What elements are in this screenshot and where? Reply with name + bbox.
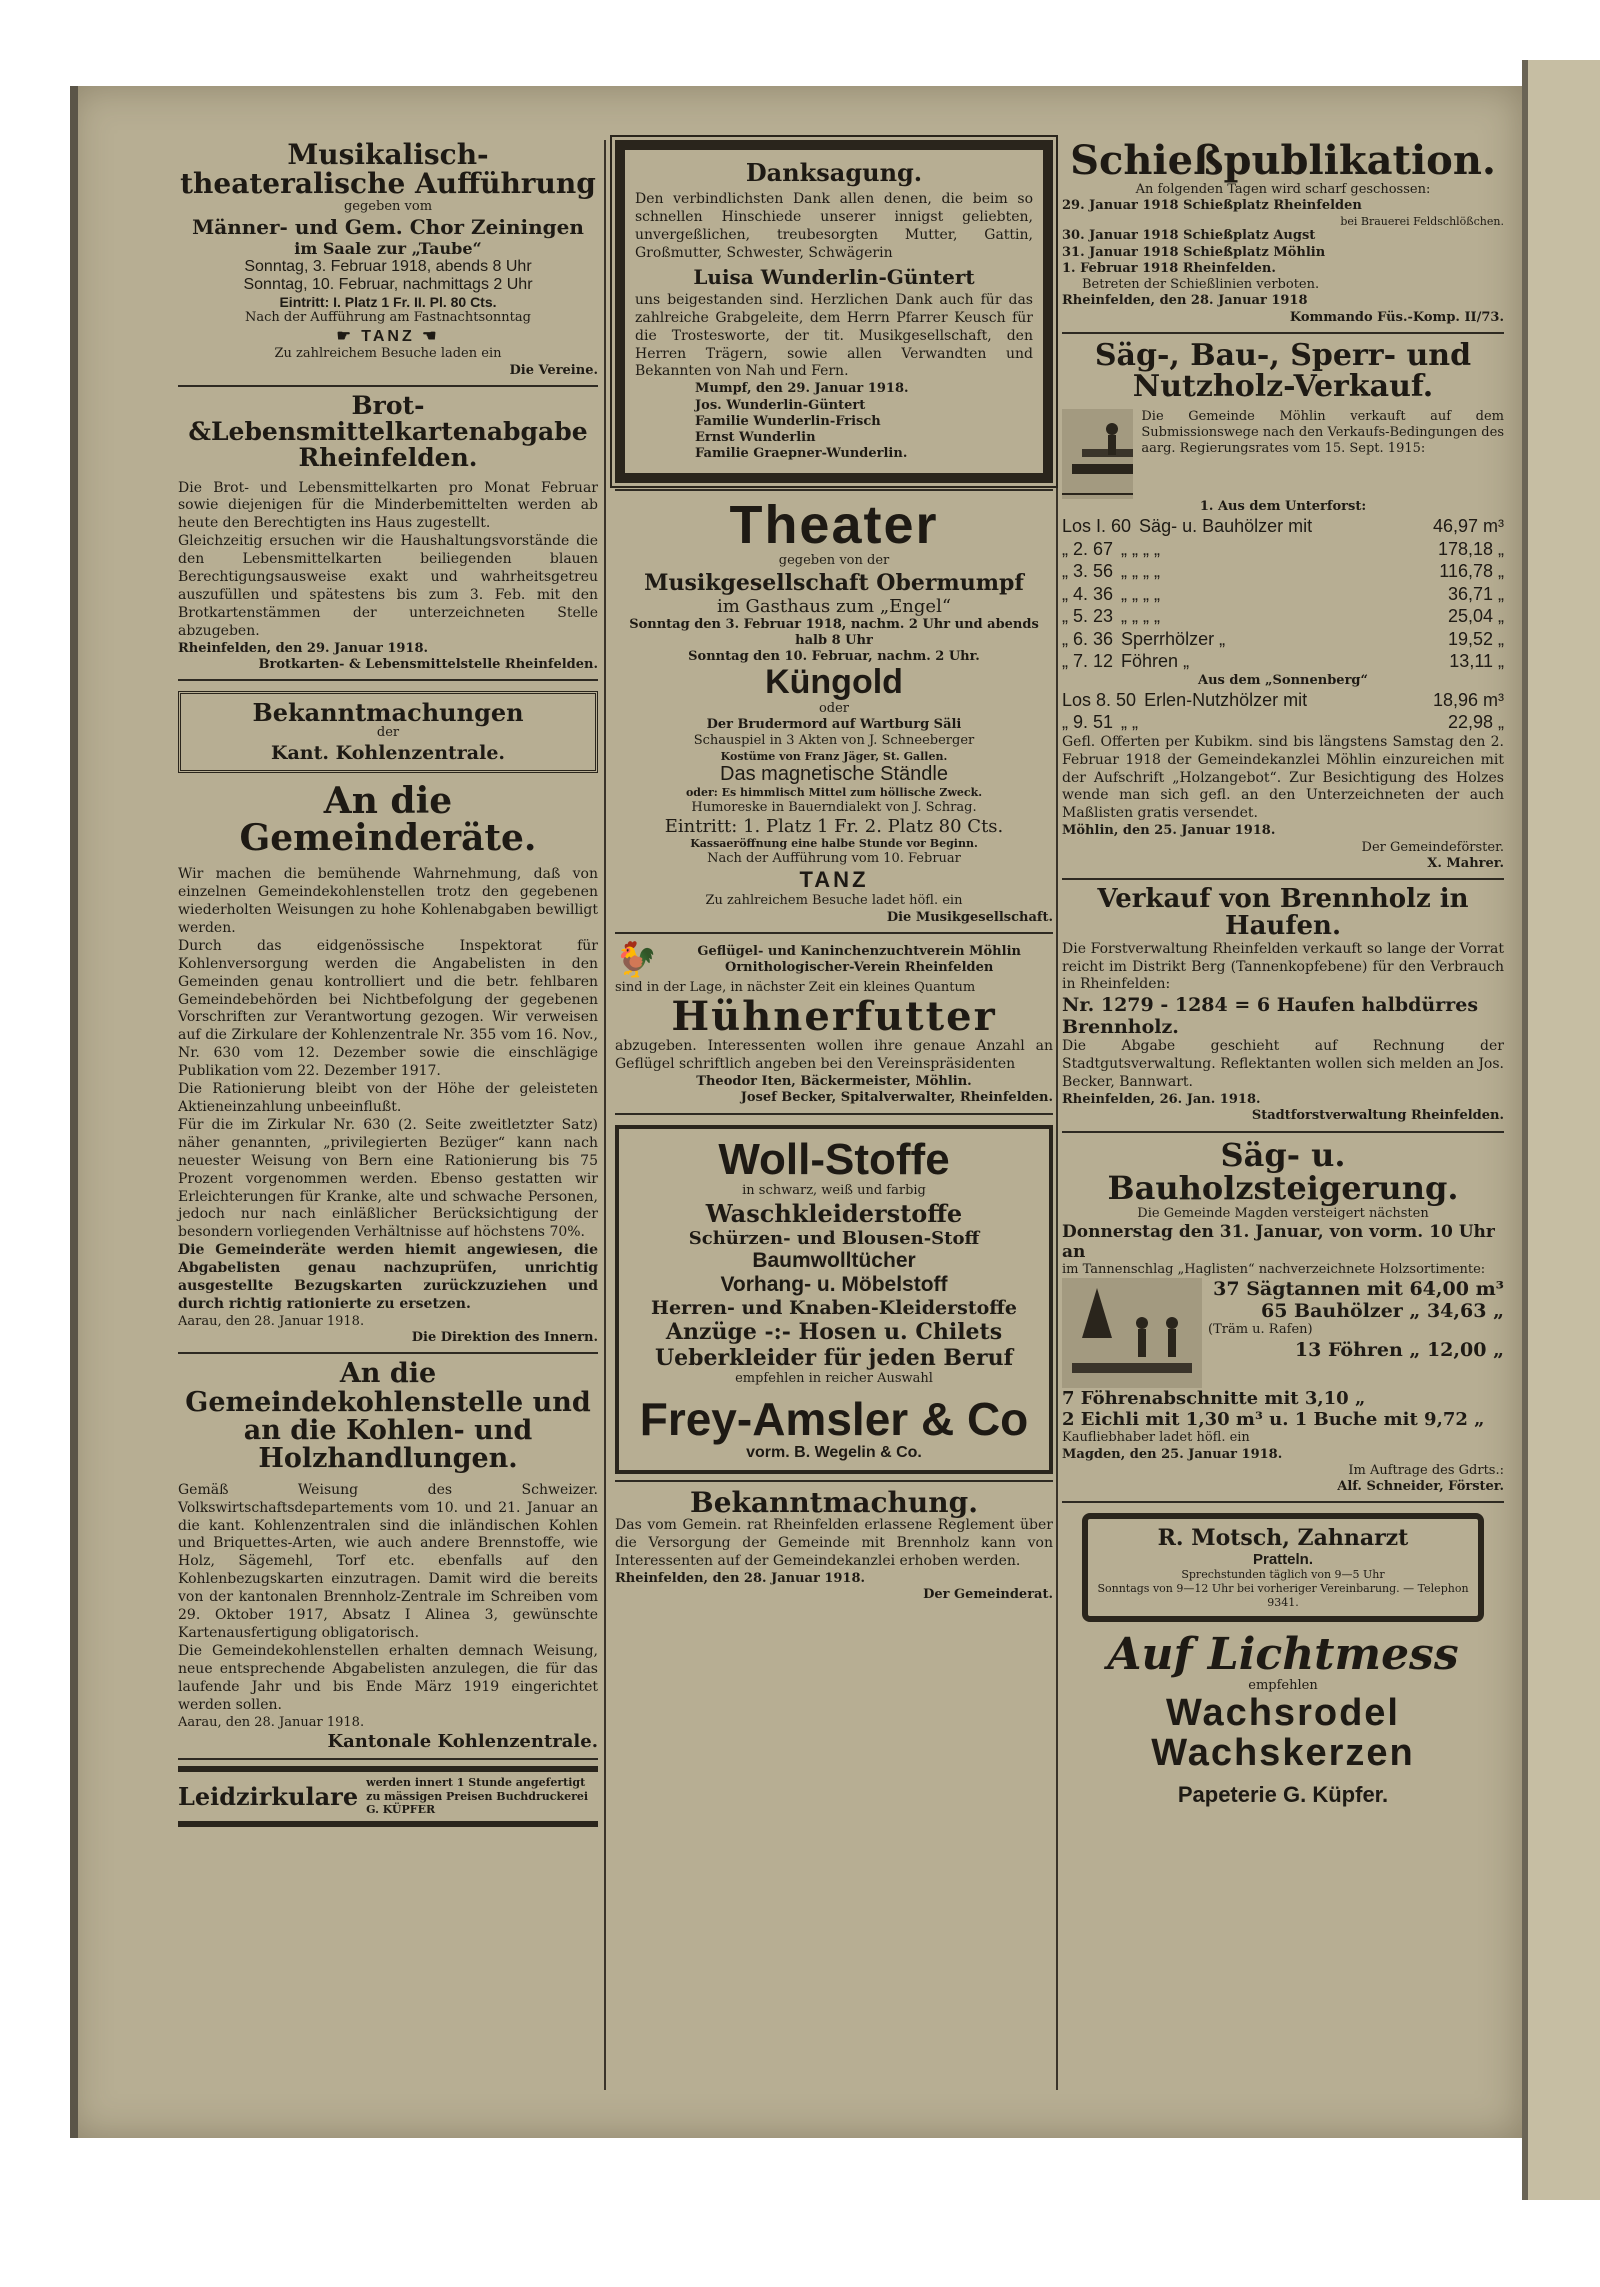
ad-date: Rheinfelden, den 28. Januar 1918 xyxy=(1062,293,1308,309)
ad-date: Rheinfelden, 26. Jan. 1918. xyxy=(1062,1092,1261,1108)
ad-signature: Die Direktion des Innern. xyxy=(411,1330,598,1346)
ad-text: Die Gemeinderäte werden hiemit angewiesen, die Abgabelisten genau nachzuprüfen, unrichtig ausgestellte Bezugskarten zurückzuziehen und durch richtig rationierte zu ersetzen. xyxy=(178,1242,598,1312)
wood-lot-cell: 178,18 „ xyxy=(1437,538,1504,559)
wood-lot-cell: „ 4. 36 xyxy=(1062,583,1114,604)
ad-name: Luisa Wunderlin-Güntert xyxy=(693,264,975,289)
ad-signature: X. Mahrer. xyxy=(1427,855,1504,871)
forest-workers-illustration-icon xyxy=(1062,1278,1202,1388)
ad-text: An folgenden Tagen wird scharf geschossen: xyxy=(1135,182,1431,197)
ad-title: Bekanntmachungen xyxy=(252,698,524,728)
ad-subheading: 1. Aus dem Unterforst: xyxy=(1199,498,1367,514)
ad-text: Geflügel- und Kaninchenzuchtverein Möhlin xyxy=(697,943,1021,959)
ad-title: An die Gemeindekohlenstelle und an die Kohlen- und Holzhandlungen. xyxy=(185,1358,591,1475)
ad-text: Männer- und Gem. Chor Zeiningen xyxy=(192,215,584,240)
ad-text: empfehlen in reicher Auswahl xyxy=(735,1370,933,1386)
ad-text: Nr. 1279 - 1284 = 6 Haufen halbdürres Brennholz. xyxy=(1062,994,1479,1039)
ad-text: 37 Sägtannen mit 64,00 m³ xyxy=(1213,1278,1504,1301)
column-left xyxy=(178,140,598,1827)
ad-text: Schürzen- und Blousen-Stoff xyxy=(688,1227,980,1249)
ad-text: Den verbindlichsten Dank allen denen, die beim so schnellen Hinschiede unserer innigst geliebten, unvergeßlichen, treubesorgten Mutter, Gattin, Großmutter, Schwester, Schwägerin xyxy=(635,191,1033,261)
ad-text: der xyxy=(376,725,400,741)
wood-lot-cell: „ „ „ „ xyxy=(1121,538,1161,559)
ad-text: Ueberkleider für jeden Beruf xyxy=(654,1344,1014,1371)
wood-lot-row xyxy=(1062,605,1504,628)
ad-text: Die Gemeindekohlenstellen erhalten demnach Weisung, neue entsprechende Abgabelisten anzulegen, die für das laufende Jahr und bis Ende März 1919 eingerichtet werden sollen. xyxy=(178,1642,598,1713)
ad-title: Leidzirkulare xyxy=(178,1781,359,1811)
adjacent-page xyxy=(1522,60,1600,2200)
ad-brotkarten xyxy=(178,390,598,673)
ad-text: Sonntag den 10. Februar, nachm. 2 Uhr. xyxy=(688,649,980,665)
binding-spine xyxy=(70,86,78,2138)
ad-kohlenstelle xyxy=(178,1360,598,1751)
ad-bekanntmachung-brennholz xyxy=(615,1485,1053,1604)
ad-title: Theater xyxy=(729,494,939,555)
ad-text: Eintritt: 1. Platz 1 Fr. 2. Platz 80 Cts. xyxy=(664,816,1004,838)
ad-signature: Jos. Wunderlin-Güntert xyxy=(695,397,866,413)
ad-text: Baumwolltücher xyxy=(752,1248,916,1272)
ad-firm: Frey-Amsler & Co xyxy=(639,1393,1029,1446)
wood-lot-row xyxy=(1062,711,1504,734)
ad-title: Woll-Stoffe xyxy=(718,1134,950,1184)
ad-signature: Kantonale Kohlenzentrale. xyxy=(327,1730,598,1752)
wood-lot-cell: „ „ „ „ xyxy=(1121,561,1161,581)
ad-text: Die Brot- und Lebensmittelkarten pro Monat Februar sowie diejenigen für die Minderbemittelten werden ab heute den Berechtigten ins Haus zugestellt. xyxy=(178,479,598,532)
ad-signature: Josef Becker, Spitalverwalter, Rheinfelden. xyxy=(740,1090,1053,1106)
wood-lot-cell: „ 9. 51 xyxy=(1062,712,1114,733)
ad-woll-stoffe xyxy=(615,1125,1053,1474)
ad-text: Wachsrodel xyxy=(1166,1691,1400,1734)
ad-text: Die Abgabe geschieht auf Rechnung der Stadtgutsverwaltung. Reflektanten wollen sich melden an Jos. Becker, Bannwart. xyxy=(1062,1038,1504,1091)
ad-text: werden innert 1 Stunde angefertigt zu mässigen Preisen Buchdruckerei G. KÜPFER xyxy=(366,1775,589,1817)
ad-huehnerfutter xyxy=(615,940,1053,1107)
ad-signature: Familie Graepner-Wunderlin. xyxy=(695,446,908,462)
column-rule xyxy=(604,140,606,2090)
ad-text: 29. Januar 1918 Schießplatz Rheinfelden xyxy=(1062,198,1362,214)
ad-title: Hühnerfutter xyxy=(671,993,997,1041)
ad-text: Nach der Aufführung vom 10. Februar xyxy=(707,851,961,867)
ad-text: Gefl. Offerten per Kubikm. sind bis längstens Samstag den 2. Februar 1918 der Gemeindekanzlei Möhlin einzureichen mit der Aufschrift „Holzangebot“. Zur Besichtigung des Holzes wende man sich gefl. an den Unterzeichneten der auch Maßlisten gratis versendet. xyxy=(1062,733,1504,822)
ad-text: Wachskerzen xyxy=(1151,1731,1415,1774)
wood-lot-cell: „ 5. 23 xyxy=(1062,606,1114,626)
ad-text: Die Gemeinde Magden versteigert nächsten xyxy=(1137,1205,1429,1221)
ad-signature: Alf. Schneider, Förster. xyxy=(1337,1479,1504,1494)
ad-title: Danksagung. xyxy=(745,158,923,187)
ad-danksagung xyxy=(615,140,1053,483)
ad-text xyxy=(178,326,598,346)
ad-title: Bekanntmachung. xyxy=(690,1485,978,1519)
ad-text: Durch das eidgenössische Inspektorat für Kohlenversorgung werden die Angabelisten in den Gemeinden genau kontrolliert und die betr. fehlbaren Gemeindebehörden bei Nichtbefolgung der gegebenen Vorschriften zur Verantwortung gezogen. Wir verweisen auf die Zirkulare der Kohlenzentrale Nr. 355 vom 16. Nov., Nr. 630 vom 12. Dezember sowie die einschlägige Publikation vom 22. Dezember 1917. xyxy=(178,937,598,1080)
pointing-hand-icon: ☚ xyxy=(414,328,440,346)
ad-bekanntmachungen xyxy=(178,691,598,772)
ad-date: Rheinfelden, den 28. Januar 1918. xyxy=(615,1570,866,1586)
wood-lot-cell: „ 3. 56 xyxy=(1062,561,1114,581)
ad-title: R. Motsch, Zahnarzt xyxy=(1157,1525,1409,1552)
ad-text: im Gasthaus zum „Engel“ xyxy=(716,595,952,617)
ad-text: Nach der Aufführung am Fastnachtsonntag xyxy=(245,310,531,326)
ad-text: in schwarz, weiß und farbig xyxy=(742,1182,926,1198)
wood-lot-cell: 116,78 „ xyxy=(1439,561,1504,581)
ad-signature: Der Gemeinderat. xyxy=(923,1586,1053,1602)
ad-text: 65 Bauhölzer „ 34,63 „ xyxy=(1260,1300,1504,1323)
ad-play-title: Das magnetische Ständle xyxy=(720,763,948,786)
wood-lot-row xyxy=(1062,560,1504,583)
ad-text: Sonntags von 9—12 Uhr bei vorheriger Vereinbarung. — Telephon 9341. xyxy=(1097,1582,1469,1609)
ad-text: vorm. B. Wegelin & Co. xyxy=(746,1443,922,1461)
ad-zahnarzt xyxy=(1082,1513,1484,1621)
ad-play-title: Küngold xyxy=(765,663,903,702)
ad-text: Kant. Kohlenzentrale. xyxy=(270,741,506,764)
ad-date: Magden, den 25. Januar 1918. xyxy=(1062,1446,1283,1462)
wood-lot-row xyxy=(1062,515,1504,538)
wood-lot-cell: Säg- u. Bauhölzer mit xyxy=(1139,516,1313,536)
ad-text: im Tannenschlag „Haglisten“ nachverzeichnete Holzsortimente: xyxy=(1062,1262,1486,1277)
wood-lot-row xyxy=(1062,689,1504,712)
ad-text: TANZ xyxy=(799,867,869,893)
ad-firm: Papeterie G. Küpfer. xyxy=(1177,1781,1389,1807)
wood-lot-table xyxy=(1062,689,1504,734)
wood-lot-cell: 46,97 m³ xyxy=(1432,516,1504,536)
ad-text: gegeben vom xyxy=(343,198,433,214)
ad-subheading: Aus dem „Sonnenberg“ xyxy=(1198,672,1368,688)
ad-text: Die Forstverwaltung Rheinfelden verkauft so lange der Vorrat reicht im Distrikt Berg (Tannenkopfebene) für den Verbrauch in Rheinfelden: xyxy=(1062,940,1504,993)
ad-brennholz-haufen xyxy=(1062,886,1504,1125)
ad-title: Musikalisch-theateralische Aufführung xyxy=(180,138,596,201)
ad-text: Kostüme von Franz Jäger, St. Gallen. xyxy=(720,749,948,763)
ad-schiesspublikation xyxy=(1062,137,1504,326)
ad-text: Donnerstag den 31. Januar, von vorm. 10 Uhr an xyxy=(1062,1222,1495,1262)
ad-signature: Kommando Füs.-Komp. II/73. xyxy=(1289,309,1504,325)
ad-signature: Die Vereine. xyxy=(509,362,598,378)
ad-text: Betreten der Schießlinien verboten. xyxy=(1082,277,1320,292)
ad-date: Rheinfelden, den 29. Januar 1918. xyxy=(178,640,429,656)
ad-signature: Stadtforstverwaltung Rheinfelden. xyxy=(1251,1108,1504,1124)
wood-lot-cell: Erlen-Nutzhölzer mit xyxy=(1144,689,1308,710)
ad-text: (Träm u. Rafen) xyxy=(1208,1322,1313,1338)
ad-text: im Saale zur „Taube“ xyxy=(294,239,482,259)
ad-text: 13 Föhren „ 12,00 „ xyxy=(1294,1338,1504,1361)
rooster-icon: 🐓 xyxy=(615,939,658,980)
wood-lot-cell: „ 2. 67 xyxy=(1062,538,1114,559)
wood-lot-table xyxy=(1062,515,1504,673)
ad-date: Mumpf, den 29. Januar 1918. xyxy=(695,381,909,397)
ad-text: Eintritt: I. Platz 1 Fr. II. Pl. 80 Cts. xyxy=(279,294,497,311)
pointing-hand-icon: ☛ xyxy=(336,328,362,346)
ad-title: Säg-, Bau-, Sperr- und Nutzholz-Verkauf. xyxy=(1094,337,1472,405)
ad-lichtmess xyxy=(1062,1628,1504,1808)
ad-text: Sonntag den 3. Februar 1918, nachm. 2 Uhr und abends halb 8 Uhr xyxy=(629,616,1039,648)
ad-text: Wir machen die bemühende Wahrnehmung, daß von einzelnen Gemeindekohlenstellen trotz den gegebenen wiederholten Weisungen zu hohe Kohlenabgaben bewilligt werden. xyxy=(178,866,598,936)
ad-signature: Der Gemeindeförster. xyxy=(1361,839,1504,855)
ad-text: Waschkleiderstoffe xyxy=(705,1198,963,1228)
ad-title: Schießpublikation. xyxy=(1070,137,1496,184)
ad-text: Musikgesellschaft Obermumpf xyxy=(644,569,1024,596)
ad-date: Aarau, den 28. Januar 1918. xyxy=(178,1313,365,1329)
ad-date: Möhlin, den 25. Januar 1918. xyxy=(1062,823,1276,839)
ad-holzverkauf-moehlin xyxy=(1062,337,1504,872)
ad-holzsteigerung-magden xyxy=(1062,1135,1504,1496)
ad-text: 1. Februar 1918 Rheinfelden. xyxy=(1062,260,1276,276)
ad-text: Die Gemeinde Möhlin verkauft auf dem Submissionswege nach den Verkaufs-Bedingungen des aarg. Regierungsrates vom 15. Sept. 1915: xyxy=(1141,408,1504,457)
ad-date: Aarau, den 28. Januar 1918. xyxy=(178,1714,365,1730)
wood-lot-cell: 18,96 m³ xyxy=(1432,689,1504,710)
ad-text: 31. Januar 1918 Schießplatz Möhlin xyxy=(1062,244,1326,260)
wood-lot-row xyxy=(1062,538,1504,561)
ad-text: bei Brauerei Feldschlößchen. xyxy=(1340,214,1504,228)
ad-text: Vorhang- u. Möbelstoff xyxy=(720,1272,948,1296)
ad-text: oder xyxy=(818,700,850,716)
ad-text: Schauspiel in 3 Akten von J. Schneeberger xyxy=(693,733,975,749)
ad-text: Sprechstunden täglich von 9—5 Uhr xyxy=(1181,1568,1385,1582)
wood-lot-row xyxy=(1062,628,1504,651)
ad-text: Pratteln. xyxy=(1252,1551,1313,1569)
ad-text: Kassaeröffnung eine halbe Stunde vor Beginn. xyxy=(690,837,978,851)
ad-text: abzugeben. Interessenten wollen ihre genaue Anzahl an Geflügel schriftlich angeben bei den Vereinspräsidenten xyxy=(615,1038,1053,1073)
dance-label: TANZ xyxy=(361,328,415,346)
ad-text: Der Brudermord auf Wartburg Säli xyxy=(706,717,962,733)
ad-signature: Die Musikgesellschaft. xyxy=(886,909,1053,925)
ad-text: Gemäß Weisung des Schweizer. Volkswirtschaftsdepartements vom 10. und 21. Januar an die kant. Kohlenzentralen sind die inländischen Kohlen und Briquettes-Arten, wie auch andere Brennstoffe, wie Holz, Sägemehl, Torf etc. ebenfalls auf den Kohlenbezugskarten einzutragen. Damit wird die bereits von der kantonalen Brennholz-Zentrale im Schreiben vom 29. Oktober 1917, Absatz I Alinea 3, gewünschte Kartenausfertigung obligatorisch. xyxy=(178,1481,598,1641)
wood-lot-cell: 25,04 „ xyxy=(1447,606,1504,626)
ad-text: 2 Eichli mit 1,30 m³ u. 1 Buche mit 9,72 „ xyxy=(1062,1409,1485,1431)
ad-title: Brot-&Lebensmittelkartenabgabe Rheinfelden. xyxy=(188,390,588,473)
wood-lot-cell: 36,71 „ xyxy=(1447,583,1504,604)
ad-title: Säg- u. Bauholzsteigerung. xyxy=(1107,1135,1459,1208)
ad-text: Sonntag, 3. Februar 1918, abends 8 Uhr xyxy=(244,258,532,276)
ad-text: Herren- und Knaben-Kleiderstoffe xyxy=(651,1296,1017,1319)
ad-signature: Familie Wunderlin-Frisch xyxy=(695,413,881,429)
ad-signature: Ernst Wunderlin xyxy=(695,430,816,446)
ad-leidzirkulare xyxy=(178,1766,598,1827)
wood-lot-cell: Sperrhölzer „ xyxy=(1121,628,1226,649)
ad-text: 7 Föhrenabschnitte mit 3,10 „ xyxy=(1062,1388,1366,1410)
ad-signature: Brotkarten- & Lebensmittelstelle Rheinfelden. xyxy=(258,656,598,672)
wood-lot-cell: Los I. 60 xyxy=(1062,516,1132,536)
wood-lot-row xyxy=(1062,650,1504,673)
wood-lot-cell: 19,52 „ xyxy=(1447,628,1504,649)
ad-theater-obermumpf xyxy=(615,494,1053,926)
wood-lot-cell: „ 7. 12 xyxy=(1062,651,1114,671)
ad-text: empfehlen xyxy=(1248,1677,1318,1693)
ad-signature: Theodor Iten, Bäckermeister, Möhlin. xyxy=(696,1074,972,1090)
ad-text: Sonntag, 10. Februar, nachmittags 2 Uhr xyxy=(243,276,533,294)
ad-text: Die Rationierung bleibt von der Höhe der geleisteten Aktieneinzahlung unbeeinflußt. xyxy=(178,1081,598,1115)
ad-text: Für die im Zirkular Nr. 630 (2. Seite zweitletzter Satz) näher genannten, „privilegierten Bezüger“ kann nach neuester Weisung von Bern eine Rationierung bis 75 Prozent vorgenommen werden. Ebenso gestatten wir Erleichterungen für Kranke, alte und schwache Personen, jedoch nur nach einläßlicher Berücksichtigung der besondern vorliegenden Verhältnisse auf höchstens 70%. xyxy=(178,1116,598,1241)
wood-lot-cell: Los 8. 50 xyxy=(1062,689,1137,710)
ad-title: Verkauf von Brennholz in Haufen. xyxy=(1097,884,1469,942)
column-right xyxy=(1062,137,1504,1808)
wood-lot-cell: „ „ „ „ xyxy=(1121,606,1161,626)
wood-lot-cell: 13,11 „ xyxy=(1449,651,1504,671)
ad-text: Gleichzeitig ersuchen wir die Haushaltungsvorstände die den Lebensmittelkarten beiliegenden blauen Berechtigungsausweise exakt und wahrheitsgetreu auszufüllen und spätestens bis zum 3. Feb. mit den Brotkartenstämmen der unterzeichneten Stelle abzugeben. xyxy=(178,533,598,639)
wood-lot-cell: „ „ xyxy=(1121,712,1139,733)
ad-title: Auf Lichtmess xyxy=(1107,1628,1459,1680)
column-rule xyxy=(1056,140,1058,2090)
wood-lot-cell: „ 6. 36 xyxy=(1062,628,1114,649)
column-middle xyxy=(615,140,1053,1603)
wood-lot-cell: „ „ „ „ xyxy=(1121,583,1161,604)
ad-text: gegeben von der xyxy=(778,553,890,569)
ad-text: 30. Januar 1918 Schießplatz Augst xyxy=(1062,228,1316,244)
ad-text: Anzüge -:- Hosen u. Chilets xyxy=(665,1318,1003,1345)
ad-text: uns beigestanden sind. Herzlichen Dank auch für das zahlreiche Grabgeleite, dem Herrn Pfarrer Keusch für die Trostesworte, der tit. Musikgesellschaft, den Herren Trägern, sowie allen Verwandten und Bekannten von Nah und Fern. xyxy=(635,291,1033,380)
ad-text: Zu zahlreichem Besuche laden ein xyxy=(274,346,502,362)
ad-text: Ornithologischer-Verein Rheinfelden xyxy=(725,959,994,975)
wood-lot-cell: Föhren „ xyxy=(1121,651,1190,671)
ad-gemeinderaete xyxy=(178,779,598,1347)
ad-text: sind in der Lage, in nächster Zeit ein kleines Quantum xyxy=(615,979,976,995)
ad-text: Humoreske in Bauerndialekt von J. Schrag. xyxy=(691,800,977,816)
ad-theater-zeiningen xyxy=(178,140,598,379)
wood-lot-row xyxy=(1062,583,1504,606)
ad-text: oder: Es himmlisch Mittel zum höllische Zweck. xyxy=(685,786,983,800)
ad-text: Das vom Gemein. rat Rheinfelden erlassene Reglement über die Versorgung der Gemeinde mit Brennholz kann von Interessenten auf der Gemeindekanzlei erhoben werden. xyxy=(615,1516,1053,1569)
ad-text: Kaufliebhaber ladet höfl. ein xyxy=(1062,1430,1250,1446)
ad-title: An die Gemeinderäte. xyxy=(239,779,537,860)
ad-text: Zu zahlreichem Besuche ladet höfl. ein xyxy=(705,893,963,909)
ad-text: Im Auftrage des Gdrts.: xyxy=(1348,1462,1504,1478)
woodcutters-illustration-icon xyxy=(1062,409,1133,499)
wood-lot-cell: 22,98 „ xyxy=(1447,712,1504,733)
